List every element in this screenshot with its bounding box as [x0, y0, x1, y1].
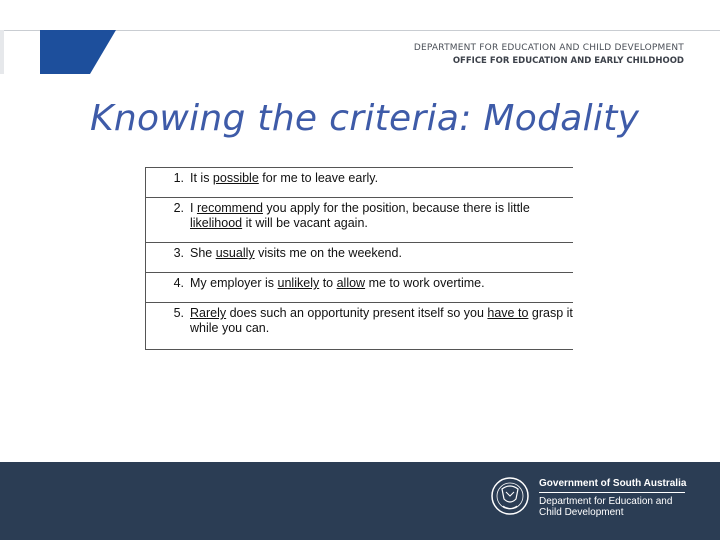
- coat-of-arms-icon: [490, 475, 530, 519]
- modal-word: unlikely: [277, 276, 320, 290]
- sentence-text: for me to leave early.: [258, 171, 379, 185]
- modal-word: have to: [487, 306, 529, 320]
- table-row: [146, 243, 574, 273]
- slide-title: Knowing the criteria: Modality: [90, 98, 640, 139]
- header-left-bar: [0, 30, 4, 74]
- modal-word: likelihood: [190, 216, 243, 230]
- sentence-text: to: [319, 276, 337, 290]
- modal-word: possible: [212, 171, 259, 185]
- sentence-text: It is: [190, 171, 213, 185]
- footer-department-line2: Child Development: [539, 507, 624, 518]
- row-number: 3.: [146, 243, 191, 273]
- table-row: [146, 198, 574, 243]
- sentence-text: it will be vacant again.: [242, 216, 368, 230]
- row-number: 2.: [146, 198, 191, 243]
- sentence-text: grasp it while you can.: [190, 306, 573, 335]
- row-sentence: [190, 198, 573, 243]
- sentence-text: My employer is: [190, 276, 278, 290]
- sentence-text: me to work overtime.: [365, 276, 485, 290]
- row-sentence: [190, 168, 573, 198]
- modal-word: Rarely: [190, 306, 227, 320]
- row-sentence: [190, 303, 573, 350]
- sentence-text: does such an opportunity present itself so you: [226, 306, 488, 320]
- row-number: 5.: [146, 303, 191, 350]
- sentence-text: visits me on the weekend.: [254, 246, 402, 260]
- office-name: OFFICE FOR EDUCATION AND EARLY CHILDHOOD: [452, 56, 684, 66]
- modal-word: usually: [215, 246, 255, 260]
- department-name: DEPARTMENT FOR EDUCATION AND CHILD DEVELOPMENT: [413, 43, 684, 53]
- row-sentence: [190, 243, 573, 273]
- sentence-text: you apply for the position, because there is little: [262, 201, 530, 215]
- row-number: 4.: [146, 273, 191, 303]
- table-row: [146, 273, 574, 303]
- modality-examples-table: [145, 167, 573, 350]
- sentence-text: I: [190, 201, 197, 215]
- table-row: [146, 168, 574, 198]
- row-number: 1.: [146, 168, 191, 198]
- modal-word: recommend: [196, 201, 263, 215]
- government-name: Government of South Australia: [539, 478, 687, 489]
- modal-word: allow: [336, 276, 366, 290]
- sentence-text: She: [190, 246, 216, 260]
- footer-divider: [539, 492, 685, 493]
- row-sentence: [190, 273, 573, 303]
- footer-department-line1: Department for Education and: [539, 496, 673, 507]
- header-accent-shape: [40, 30, 116, 74]
- table-row: [146, 303, 574, 350]
